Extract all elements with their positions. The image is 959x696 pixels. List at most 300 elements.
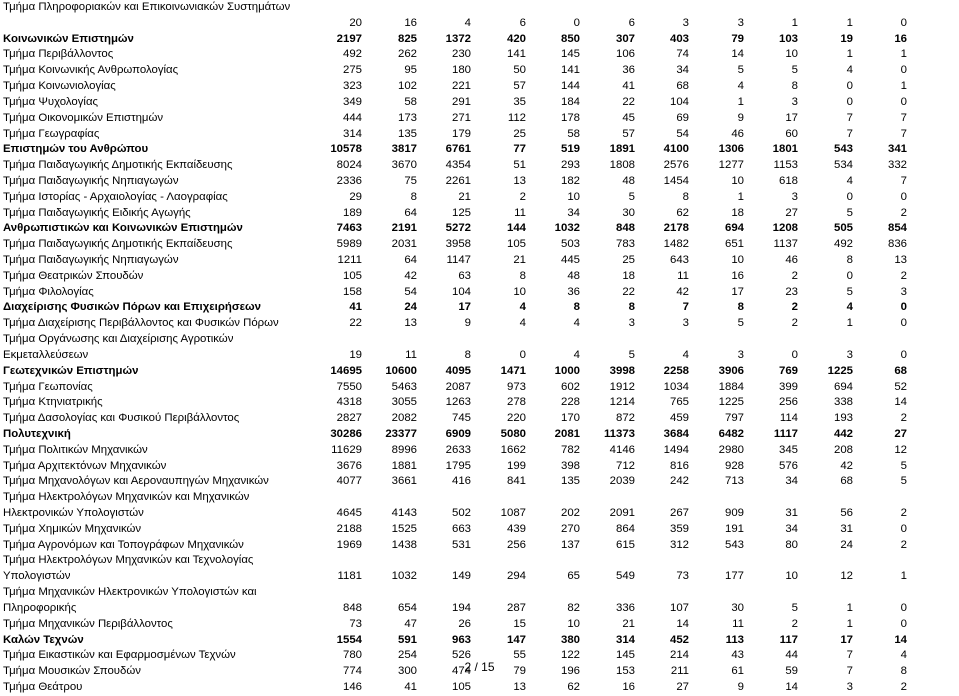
value-cell: 0 (900, 16, 907, 29)
value-cell: 11 (514, 206, 526, 219)
value-cell: 345 (778, 443, 798, 456)
value-cell: 291 (451, 95, 471, 108)
value-cell: 323 (342, 80, 362, 93)
department-name: Τμήμα Μηχανολόγων και Αεροναυπηγών Μηχανικών (3, 475, 269, 488)
value-cell: 141 (506, 48, 526, 61)
value-cell: 17 (785, 111, 798, 124)
value-cell: 8 (519, 269, 526, 282)
value-cell: 1454 (663, 174, 689, 187)
value-cell: 196 (560, 665, 580, 678)
value-cell: 10 (731, 174, 744, 187)
value-cell: 615 (615, 538, 635, 551)
value-cell: 712 (615, 459, 635, 472)
value-cell: 22 (349, 317, 362, 330)
value-cell: 0 (846, 80, 853, 93)
value-cell: 332 (887, 159, 907, 172)
value-cell: 307 (615, 32, 635, 45)
value-cell: 0 (900, 190, 907, 203)
value-cell: 105 (506, 238, 526, 251)
value-cell: 0 (900, 95, 907, 108)
value-cell: 3 (846, 680, 853, 693)
value-cell: 194 (451, 601, 471, 614)
value-cell: 6482 (718, 427, 744, 440)
value-cell: 549 (615, 570, 635, 583)
department-name: Τμήμα Κοινωνικής Ανθρωπολογίας (3, 64, 179, 77)
value-cell: 9 (464, 317, 471, 330)
value-cell: 2633 (445, 443, 471, 456)
value-cell: 57 (513, 80, 526, 93)
value-cell: 180 (451, 64, 471, 77)
value-cell: 45 (622, 111, 635, 124)
department-row (3, 538, 958, 554)
value-cell: 145 (615, 649, 635, 662)
value-cell: 0 (846, 95, 853, 108)
value-cell: 3055 (391, 396, 417, 409)
value-cell: 403 (669, 32, 689, 45)
value-cell: 102 (397, 80, 417, 93)
value-cell: 0 (846, 269, 853, 282)
value-cell: 591 (397, 633, 417, 646)
value-cell: 0 (900, 301, 907, 314)
value-cell: 60 (785, 127, 798, 140)
value-cell: 4354 (445, 159, 471, 172)
value-cell: 0 (519, 348, 526, 361)
value-cell: 0 (900, 617, 907, 630)
value-cell: 287 (506, 601, 526, 614)
value-cell: 2197 (336, 32, 362, 45)
value-cell: 8 (737, 301, 744, 314)
value-cell: 1662 (500, 443, 526, 456)
value-cell: 4 (519, 317, 526, 330)
value-cell: 1117 (773, 427, 798, 440)
value-cell: 1891 (609, 143, 635, 156)
value-cell: 7 (846, 127, 853, 140)
value-cell: 5 (846, 285, 853, 298)
value-cell: 2827 (336, 412, 362, 425)
value-cell: 11 (405, 348, 417, 361)
value-cell: 58 (567, 127, 580, 140)
value-cell: 3661 (391, 475, 417, 488)
value-cell: 68 (894, 364, 907, 377)
value-cell: 5463 (391, 380, 417, 393)
value-cell: 643 (669, 254, 689, 266)
value-cell: 3670 (391, 159, 417, 172)
value-cell: 445 (560, 254, 580, 266)
value-cell: 5 (900, 459, 907, 472)
value-cell: 57 (622, 127, 635, 140)
value-cell: 1 (900, 48, 907, 61)
department-row (3, 443, 958, 459)
value-cell: 7 (846, 665, 853, 678)
value-cell: 179 (451, 127, 471, 140)
value-cell: 52 (894, 380, 907, 393)
value-cell: 10 (785, 570, 798, 583)
value-cell: 18 (731, 206, 744, 219)
value-cell: 5 (737, 64, 744, 77)
value-cell: 4 (573, 348, 580, 361)
value-cell: 144 (506, 222, 526, 235)
department-name: Τμήμα Ψυχολογίας (3, 95, 99, 108)
value-cell: 54 (404, 285, 417, 298)
value-cell: 694 (724, 222, 744, 235)
value-cell: 11 (732, 617, 744, 630)
value-cell: 8 (846, 254, 853, 266)
department-row (3, 79, 958, 95)
value-cell: 242 (669, 475, 689, 488)
value-cell: 2188 (336, 522, 362, 535)
value-cell: 7 (900, 127, 907, 140)
value-cell: 26 (458, 617, 471, 630)
value-cell: 125 (451, 206, 471, 219)
value-cell: 228 (560, 396, 580, 409)
value-cell: 14 (676, 617, 689, 630)
department-name: Τμήμα Θεατρικών Σπουδών (3, 269, 144, 282)
value-cell: 1000 (554, 364, 580, 377)
value-cell: 314 (342, 127, 362, 140)
value-cell: 3 (737, 348, 744, 361)
value-cell: 2039 (609, 475, 635, 488)
value-cell: 103 (778, 32, 798, 45)
value-cell: 153 (615, 665, 635, 678)
value-cell: 0 (846, 190, 853, 203)
department-name: Τμήμα Οργάνωσης και Διαχείρισης Αγροτικών Εκμεταλλεύσεων (3, 333, 234, 361)
value-cell: 399 (778, 380, 798, 393)
faculty-name: Καλών Τεχνών (3, 633, 84, 646)
value-cell: 202 (560, 507, 580, 519)
value-cell: 2 (900, 507, 907, 519)
value-cell: 1 (900, 570, 907, 583)
value-cell: 797 (724, 412, 744, 425)
value-cell: 56 (840, 507, 853, 519)
value-cell: 2 (900, 206, 907, 219)
value-cell: 439 (506, 522, 526, 535)
value-cell: 6909 (445, 427, 471, 440)
department-row (3, 95, 958, 111)
department-row (3, 395, 958, 411)
value-cell: 14 (731, 48, 744, 61)
value-cell: 262 (397, 48, 417, 61)
value-cell: 543 (724, 538, 744, 551)
value-cell: 1554 (336, 633, 362, 646)
value-cell: 2178 (663, 222, 689, 235)
value-cell: 189 (342, 206, 362, 219)
faculty-name: Γεωτεχνικών Επιστημών (3, 364, 139, 377)
value-cell: 9 (737, 680, 744, 693)
value-cell: 5989 (336, 238, 362, 251)
value-cell: 3676 (336, 459, 362, 472)
value-cell: 618 (778, 174, 798, 187)
value-cell: 8996 (391, 443, 417, 456)
value-cell: 1438 (391, 538, 417, 551)
value-cell: 442 (833, 427, 853, 440)
value-cell: 526 (451, 649, 471, 662)
value-cell: 294 (506, 570, 526, 583)
value-cell: 95 (404, 64, 417, 77)
department-row (3, 0, 958, 32)
value-cell: 16 (894, 32, 907, 45)
faculty-name: Κοινωνικών Επιστημών (3, 32, 134, 45)
value-cell: 1 (846, 317, 853, 330)
value-cell: 492 (833, 238, 853, 251)
value-cell: 3 (791, 190, 798, 203)
value-cell: 14 (894, 396, 907, 409)
value-cell: 10 (513, 285, 526, 298)
value-cell: 503 (560, 238, 580, 251)
value-cell: 3 (628, 317, 635, 330)
value-cell: 30 (622, 206, 635, 219)
value-cell: 4 (573, 317, 580, 330)
value-cell: 137 (560, 538, 580, 551)
value-cell: 5 (628, 190, 635, 203)
value-cell: 44 (785, 649, 798, 662)
value-cell: 531 (451, 538, 471, 551)
value-cell: 872 (615, 412, 635, 425)
value-cell: 2 (791, 301, 798, 314)
department-name: Τμήμα Κοινωνιολογίας (3, 80, 116, 93)
department-name: Τμήμα Ηλεκτρολόγων Μηχανικών και Μηχανικών Ηλεκτρονικών Υπολογιστών (3, 491, 250, 519)
value-cell: 36 (622, 64, 635, 77)
value-cell: 271 (451, 111, 471, 124)
value-cell: 4 (682, 348, 689, 361)
value-cell: 1 (846, 16, 853, 29)
value-cell: 11 (677, 269, 689, 282)
value-cell: 816 (669, 459, 689, 472)
value-cell: 69 (676, 111, 689, 124)
value-cell: 1153 (773, 159, 798, 172)
value-cell: 1 (737, 190, 744, 203)
value-cell: 80 (785, 538, 798, 551)
value-cell: 314 (615, 633, 635, 646)
value-cell: 256 (506, 538, 526, 551)
value-cell: 275 (342, 64, 362, 77)
value-cell: 2 (791, 269, 798, 282)
value-cell: 2 (791, 317, 798, 330)
value-cell: 20 (349, 16, 362, 29)
value-cell: 4077 (336, 475, 362, 488)
value-cell: 105 (342, 269, 362, 282)
value-cell: 1494 (663, 443, 689, 456)
value-cell: 34 (676, 64, 689, 77)
value-cell: 300 (397, 665, 417, 678)
value-cell: 1884 (718, 380, 744, 393)
value-cell: 14 (785, 680, 798, 693)
value-cell: 973 (506, 380, 526, 393)
value-cell: 35 (513, 95, 526, 108)
value-cell: 14 (894, 633, 907, 646)
value-cell: 16 (622, 680, 635, 693)
value-cell: 4 (846, 301, 853, 314)
value-cell: 48 (622, 174, 635, 187)
value-cell: 5 (737, 317, 744, 330)
value-cell: 1087 (500, 507, 526, 519)
value-cell: 6 (628, 16, 635, 29)
value-cell: 312 (669, 538, 689, 551)
department-name: Τμήμα Δασολογίας και Φυσικού Περιβάλλοντος (3, 412, 240, 425)
value-cell: 30286 (330, 427, 362, 440)
value-cell: 24 (404, 301, 417, 314)
value-cell: 2 (900, 269, 907, 282)
value-cell: 5 (846, 206, 853, 219)
value-cell: 29 (349, 190, 362, 203)
value-cell: 444 (342, 111, 362, 124)
value-cell: 2336 (336, 174, 362, 187)
value-cell: 79 (731, 32, 744, 45)
value-cell: 505 (833, 222, 853, 235)
value-cell: 55 (513, 649, 526, 662)
value-cell: 576 (778, 459, 798, 472)
value-cell: 21 (513, 254, 526, 266)
value-cell: 1032 (554, 222, 580, 235)
value-cell: 4 (846, 174, 853, 187)
value-cell: 4 (737, 80, 744, 93)
value-cell: 144 (560, 80, 580, 93)
value-cell: 6 (519, 16, 526, 29)
value-cell: 8 (464, 348, 471, 361)
value-cell: 864 (615, 522, 635, 535)
value-cell: 474 (451, 665, 471, 678)
value-cell: 9 (737, 111, 744, 124)
value-cell: 782 (560, 443, 580, 456)
value-cell: 4 (464, 16, 471, 29)
value-cell: 12 (840, 570, 853, 583)
faculty-row (3, 427, 958, 443)
department-name: Τμήμα Εικαστικών και Εφαρμοσμένων Τεχνών (3, 649, 236, 662)
value-cell: 199 (506, 459, 526, 472)
value-cell: 117 (779, 633, 798, 646)
value-cell: 10578 (330, 143, 362, 156)
value-cell: 17 (458, 301, 471, 314)
department-name: Τμήμα Παιδαγωγικής Νηπιαγωγών (3, 254, 179, 266)
value-cell: 8 (410, 190, 417, 203)
value-cell: 3 (737, 16, 744, 29)
value-cell: 147 (506, 633, 526, 646)
value-cell: 50 (513, 64, 526, 77)
value-cell: 41 (622, 80, 635, 93)
value-cell: 502 (451, 507, 471, 519)
department-row (3, 285, 958, 301)
value-cell: 654 (397, 601, 417, 614)
value-cell: 398 (560, 459, 580, 472)
department-name: Τμήμα Ιστορίας - Αρχαιολογίας - Λαογραφίας (3, 190, 228, 203)
value-cell: 3817 (391, 143, 417, 156)
department-row (3, 47, 958, 63)
value-cell: 17 (731, 285, 744, 298)
value-cell: 8 (682, 190, 689, 203)
department-row (3, 174, 958, 190)
department-name: Τμήμα Γεωπονίας (3, 380, 93, 393)
value-cell: 963 (451, 633, 471, 646)
value-cell: 27 (894, 427, 907, 440)
value-cell: 182 (560, 174, 580, 187)
department-row (3, 127, 958, 143)
value-cell: 602 (560, 380, 580, 393)
value-cell: 31 (840, 522, 853, 535)
value-cell: 16 (731, 269, 744, 282)
value-cell: 146 (342, 680, 362, 693)
value-cell: 663 (451, 522, 471, 535)
value-cell: 543 (833, 143, 853, 156)
value-cell: 7 (900, 111, 907, 124)
department-name: Τμήμα Φιλολογίας (3, 285, 94, 298)
value-cell: 3684 (663, 427, 689, 440)
value-cell: 11373 (603, 427, 635, 440)
value-cell: 267 (669, 507, 689, 519)
value-cell: 42 (676, 285, 689, 298)
value-cell: 135 (560, 475, 580, 488)
value-cell: 3998 (609, 364, 635, 377)
value-cell: 211 (670, 665, 689, 678)
value-cell: 7550 (336, 380, 362, 393)
value-cell: 1 (846, 48, 853, 61)
department-row (3, 158, 958, 174)
department-row (3, 474, 958, 490)
value-cell: 492 (342, 48, 362, 61)
value-cell: 34 (567, 206, 580, 219)
value-cell: 79 (513, 665, 526, 678)
value-cell: 1912 (609, 380, 635, 393)
department-name: Τμήμα Πληροφοριακών και Επικοινωνιακών Συστημάτων (3, 1, 291, 13)
value-cell: 0 (900, 317, 907, 330)
value-cell: 1969 (336, 538, 362, 551)
value-cell: 336 (615, 601, 635, 614)
value-cell: 841 (506, 475, 526, 488)
value-cell: 2 (900, 412, 907, 425)
value-cell: 220 (506, 412, 526, 425)
value-cell: 10 (567, 190, 580, 203)
value-cell: 4 (519, 301, 526, 314)
value-cell: 73 (676, 570, 689, 583)
value-cell: 1181 (337, 570, 362, 583)
department-row (3, 490, 958, 522)
value-cell: 104 (451, 285, 471, 298)
value-cell: 4100 (663, 143, 689, 156)
department-row (3, 459, 958, 475)
value-cell: 54 (676, 127, 689, 140)
value-cell: 2 (519, 190, 526, 203)
value-cell: 256 (778, 396, 798, 409)
value-cell: 135 (397, 127, 417, 140)
value-cell: 30 (731, 601, 744, 614)
value-cell: 0 (900, 348, 907, 361)
statistics-table (3, 0, 958, 696)
value-cell: 1 (791, 16, 798, 29)
value-cell: 173 (397, 111, 417, 124)
department-row (3, 680, 958, 696)
value-cell: 416 (451, 475, 471, 488)
value-cell: 25 (622, 254, 635, 266)
value-cell: 8 (573, 301, 580, 314)
department-name: Τμήμα Πολιτικών Μηχανικών (3, 443, 148, 456)
value-cell: 15 (513, 617, 526, 630)
value-cell: 8 (628, 301, 635, 314)
department-row (3, 617, 958, 633)
value-cell: 848 (615, 222, 635, 235)
value-cell: 4143 (391, 507, 417, 519)
value-cell: 5 (791, 601, 798, 614)
value-cell: 1795 (445, 459, 471, 472)
faculty-row (3, 32, 958, 48)
value-cell: 2081 (554, 427, 580, 440)
value-cell: 0 (900, 601, 907, 614)
faculty-name: Διαχείρισης Φυσικών Πόρων και Επιχειρήσεων (3, 301, 261, 314)
value-cell: 2261 (445, 174, 471, 187)
value-cell: 2087 (445, 380, 471, 393)
department-name: Τμήμα Παιδαγωγικής Ειδικής Αγωγής (3, 206, 191, 219)
value-cell: 2 (900, 538, 907, 551)
department-row (3, 253, 958, 269)
department-row (3, 585, 958, 617)
department-row (3, 190, 958, 206)
